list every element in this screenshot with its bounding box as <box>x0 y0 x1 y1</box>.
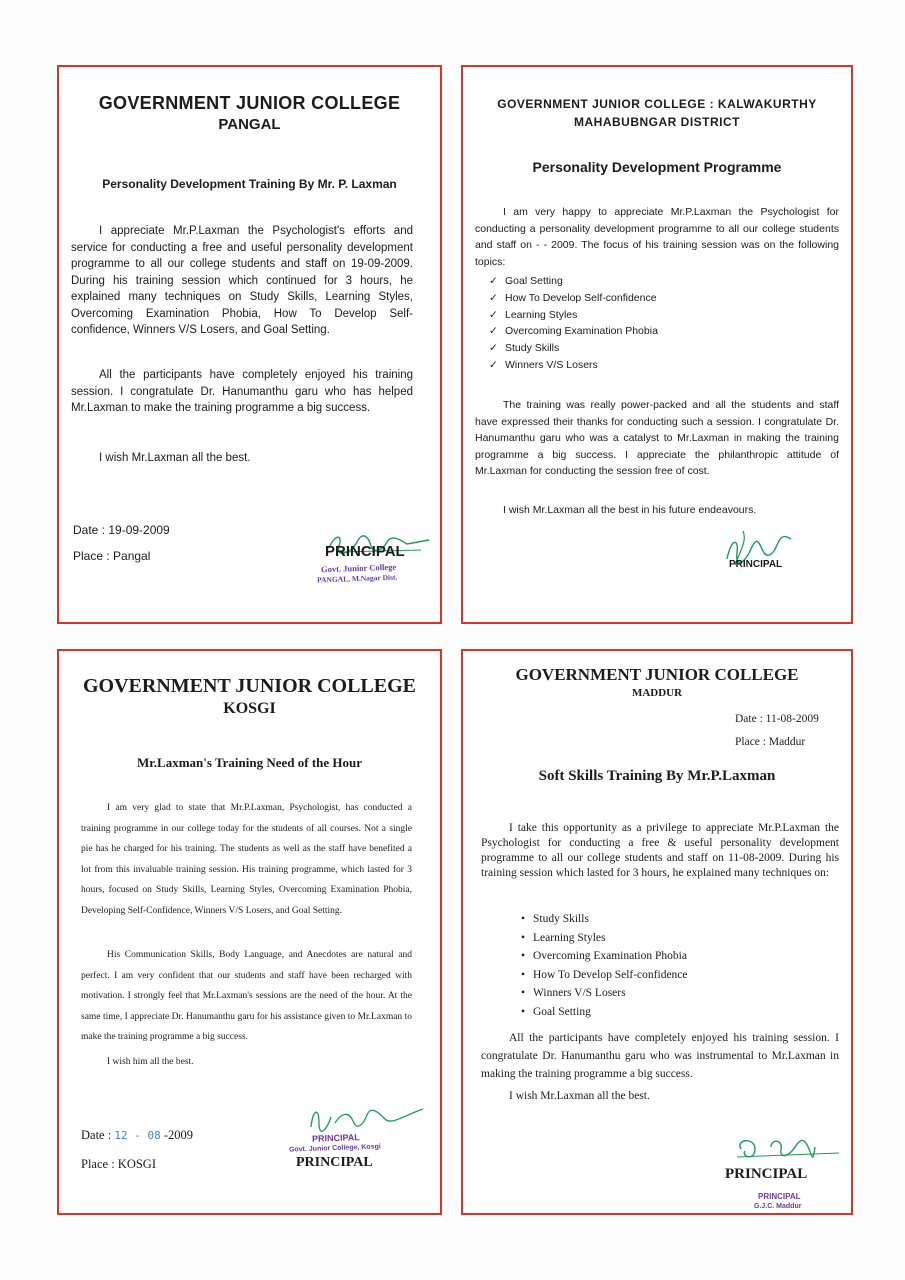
letter-date: Date : 11-08-2009 <box>735 713 819 725</box>
body-paragraph-1: I am very happy to appreciate Mr.P.Laxman the Psychologist for conducting a personality development programme to all our college students and staff on - - 2009. The focus of his training session was on the following topics: <box>475 206 839 268</box>
letter-heading: Personality Development Programme <box>532 159 782 175</box>
college-title-line-1: GOVERNMENT JUNIOR COLLEGE : KALWAKURTHY <box>497 97 817 111</box>
list-item: • Winners V/S Losers <box>521 984 688 1003</box>
closing-line: I wish Mr.Laxman all the best. <box>509 1090 650 1102</box>
principal-label: PRINCIPAL <box>296 1155 373 1170</box>
bullet-icon: • <box>521 913 526 925</box>
list-item: • Study Skills <box>521 910 688 929</box>
letter-place: Place : Pangal <box>73 549 151 563</box>
college-subtitle: MADDUR <box>631 687 683 699</box>
check-icon: ✓ <box>489 291 498 304</box>
letter-kalwakurthy <box>461 65 853 624</box>
letter-date: Date : 12 - 08 -2009 <box>81 1128 193 1142</box>
signature-scribble-icon <box>731 1135 841 1165</box>
body-paragraph-2: His Communication Skills, Body Language, and Anecdotes are natural and perfect. I am very confident that our students and staff have been recharged with motivation. I strongly feel that Mr.Laxman's sessions are the need of the hour. At the same time, I appreciate Dr. Hanumanthu garu for his assistance given to Mr.Laxman to make the training programme a big success. <box>81 950 412 1042</box>
college-subtitle: PANGAL <box>218 116 281 133</box>
principal-label: PRINCIPAL <box>729 559 783 570</box>
list-item: • How To Develop Self-confidence <box>521 966 688 985</box>
bullet-icon: • <box>521 987 526 1000</box>
letter-date: Date : 19-09-2009 <box>73 523 170 537</box>
check-icon: ✓ <box>489 342 498 355</box>
college-title: GOVERNMENT JUNIOR COLLEGE <box>98 93 401 113</box>
body-paragraph-1: I take this opportunity as a privilege to appreciate Mr.P.Laxman the Psychologist for conducting a free & useful personality development programme to all our college students and staff on 11-08-2009. During his training session which lasted for 3 hours, he explained many techniques on: <box>481 822 839 879</box>
list-item: • Learning Styles <box>521 929 688 948</box>
body-paragraph-2: The training was really power-packed and all the students and staff have expressed their thanks for conducting such a session. I congratulate Dr. Hanumanthu garu who was a catalyst to Mr.Laxman in making the training programme a big success. I appreciate the philanthropic attitude of Mr.Laxman for conducting the session free of cost. <box>475 399 839 477</box>
college-stamp-line-1: PRINCIPAL <box>311 1132 361 1144</box>
letter-pangal <box>57 65 442 624</box>
college-stamp-line-2: G.J.C. Maddur <box>754 1203 802 1210</box>
list-item: ✓ Learning Styles <box>489 307 658 324</box>
closing-line: I wish him all the best. <box>107 1057 194 1067</box>
check-icon: ✓ <box>489 325 498 338</box>
bullet-icon: • <box>521 950 526 963</box>
list-item: ✓ Winners V/S Losers <box>489 357 658 374</box>
topics-list <box>489 273 658 374</box>
bullet-icon: • <box>521 931 526 944</box>
closing-line: I wish Mr.Laxman all the best in his future endeavours. <box>503 504 757 516</box>
closing-line: I wish Mr.Laxman all the best. <box>99 452 251 464</box>
body-paragraph-2: All the participants have completely enjoyed his training session. I congratulate Dr. Hanumanthu garu who was instrumental to Mr.Laxman in making the training programme a big success. <box>481 1032 839 1080</box>
letter-kosgi <box>57 649 442 1215</box>
letter-place: Place : KOSGI <box>81 1157 156 1171</box>
letter-heading: Personality Development Training By Mr. P. Laxman <box>102 177 397 191</box>
topics-list <box>521 910 688 1022</box>
principal-label: PRINCIPAL <box>725 1166 808 1182</box>
check-icon: ✓ <box>489 275 498 287</box>
check-icon: ✓ <box>489 308 498 321</box>
college-title: GOVERNMENT JUNIOR COLLEGE <box>82 675 416 697</box>
college-subtitle: KOSGI <box>223 700 276 717</box>
signature-scribble-icon <box>305 1103 425 1135</box>
handwritten-date: 12 - 08 <box>114 1129 161 1142</box>
letter-place: Place : Maddur <box>735 736 806 748</box>
body-paragraph-2: All the participants have completely enjoyed his training session. I congratulate Dr. Hanumanthu garu who has helped Mr.Laxman to make the training programme a big success. <box>71 369 413 414</box>
list-item: • Goal Setting <box>521 1003 688 1022</box>
college-stamp-line-1: Govt. Junior College <box>320 561 397 575</box>
letter-heading: Soft Skills Training By Mr.P.Laxman <box>538 768 776 784</box>
letter-heading: Mr.Laxman's Training Need of the Hour <box>136 755 363 770</box>
list-item: ✓ How To Develop Self-confidence <box>489 290 658 307</box>
bullet-icon: • <box>521 1005 526 1018</box>
list-item: ✓ Goal Setting <box>489 273 658 290</box>
college-title-line-2: MAHABUBNGAR DISTRICT <box>574 115 740 129</box>
body-paragraph-1: I am very glad to state that Mr.P.Laxman, Psychologist, has conducted a training programme in our college today for the students of all courses. Not a single pie has he charged for his training. The students as well as the staff have benefited a lot from this invaluable training session. His training programme, which lasted for 3 hours, focused on Study Skills, Learning Styles, Overcoming Examination Phobia, Developing Self-Confidence, Winners V/S Losers, and Goal Setting. <box>81 803 412 916</box>
bullet-icon: • <box>521 968 526 981</box>
list-item: • Overcoming Examination Phobia <box>521 947 688 966</box>
principal-label: PRINCIPAL <box>325 543 405 560</box>
college-stamp-line-1: PRINCIPAL <box>758 1192 801 1201</box>
list-item: ✓ Study Skills <box>489 340 658 357</box>
college-title: GOVERNMENT JUNIOR COLLEGE <box>515 665 799 684</box>
college-stamp-line-2: Govt. Junior College, Kosgi <box>288 1143 381 1154</box>
college-stamp-line-2: PANGAL, M.Nagar Dist. <box>316 572 398 585</box>
letter-maddur <box>461 649 853 1215</box>
check-icon: ✓ <box>489 358 498 371</box>
body-paragraph-1: I appreciate Mr.P.Laxman the Psychologist's efforts and service for conducting a free and useful personality development programme to all our college students and staff on 19-09-2009. During his training session which continued for 3 hours, he explained many techniques on Study Skills, Learning Styles, Overcoming Examination Phobia, How To Develop Self-confidence, Winners V/S Losers, and Goal Setting. <box>71 225 413 336</box>
list-item: ✓ Overcoming Examination Phobia <box>489 323 658 340</box>
